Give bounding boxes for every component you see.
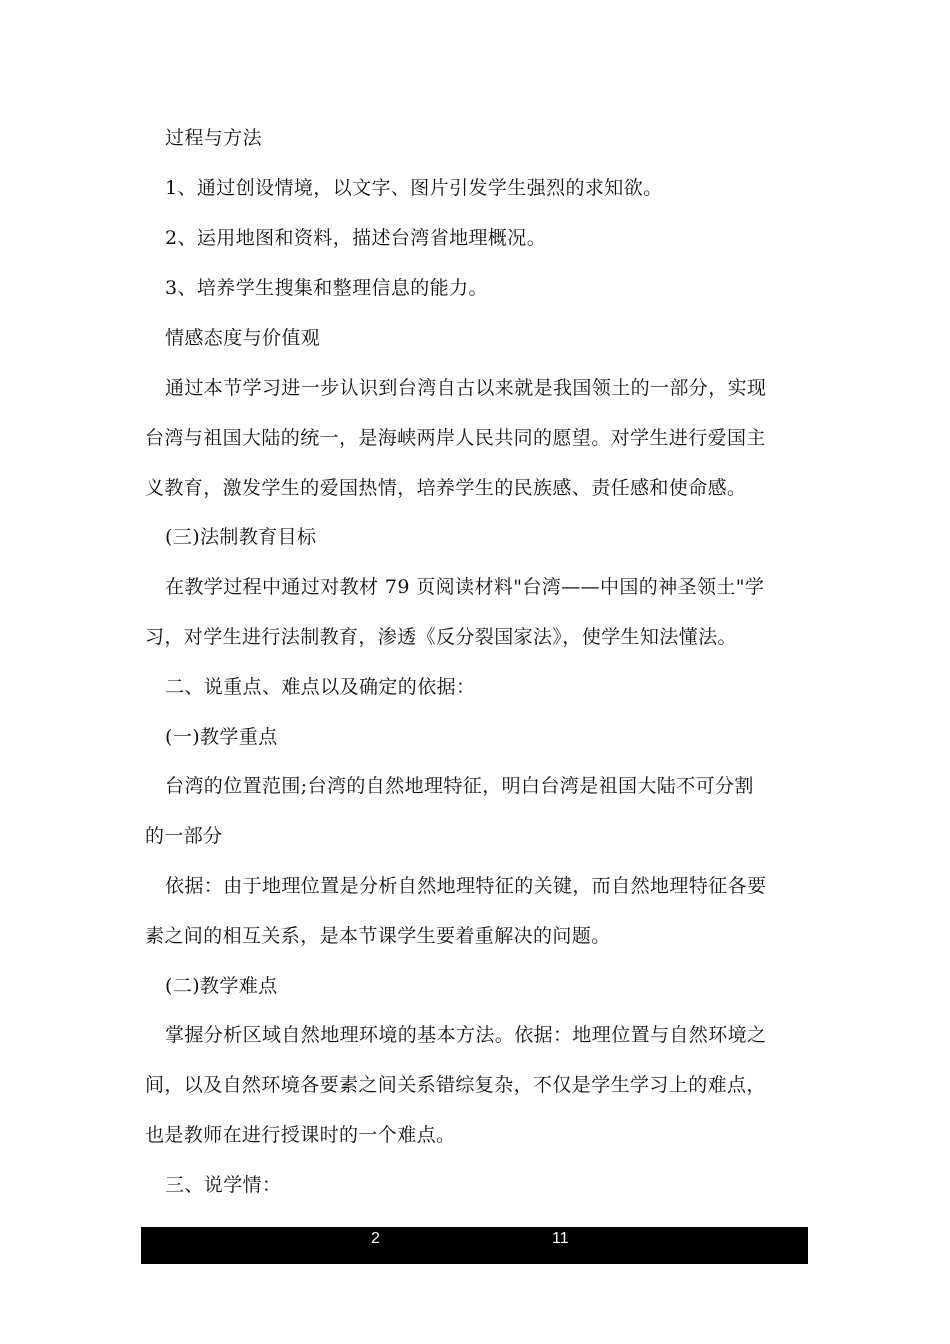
paragraph-line: 依据：由于地理位置是分析自然地理特征的关键，而自然地理特征各要: [165, 875, 767, 897]
paragraph-line: 素之间的相互关系，是本节课学生要着重解决的问题。: [145, 925, 611, 947]
heading-process-methods: 过程与方法: [165, 127, 263, 149]
subheading-teaching-difficulty: (二)教学难点: [165, 975, 278, 997]
paragraph-line: 1、通过创设情境，以文字、图片引发学生强烈的求知欲。: [165, 177, 663, 199]
section-heading-learner-analysis: 三、说学情：: [165, 1174, 282, 1196]
paragraph-line: 掌握分析区域自然地理环境的基本方法。依据：地理位置与自然环境之: [165, 1024, 767, 1046]
paragraph-line: 台湾的位置范围;台湾的自然地理特征，明白台湾是祖国大陆不可分割: [165, 775, 754, 797]
footer-bar: [141, 1227, 808, 1264]
paragraph-line: 2、运用地图和资料，描述台湾省地理概况。: [165, 227, 547, 249]
paragraph-line: 在教学过程中通过对教材 79 页阅读材料"台湾——中国的神圣领土"学: [165, 576, 765, 598]
paragraph-line: 也是教师在进行授课时的一个难点。: [145, 1124, 456, 1146]
heading-legal-education: (三)法制教育目标: [165, 526, 317, 548]
paragraph-line: 习，对学生进行法制教育，渗透《反分裂国家法》，使学生知法懂法。: [145, 626, 737, 648]
paragraph-line: 义教育，激发学生的爱国热情，培养学生的民族感、责任感和使命感。: [145, 477, 747, 499]
page-number-current: 2: [371, 1230, 380, 1247]
paragraph-line: 通过本节学习进一步认识到台湾自古以来就是我国领土的一部分，实现: [165, 377, 767, 399]
heading-emotion-values: 情感态度与价值观: [165, 327, 321, 349]
paragraph-line: 间，以及自然环境各要素之间关系错综复杂，不仅是学生学习上的难点，: [145, 1074, 766, 1096]
page-number-total: 11: [552, 1230, 569, 1247]
paragraph-line: 3、培养学生搜集和整理信息的能力。: [165, 277, 488, 299]
subheading-teaching-focus: (一)教学重点: [165, 726, 278, 748]
paragraph-line: 台湾与祖国大陆的统一，是海峡两岸人民共同的愿望。对学生进行爱国主: [145, 427, 766, 449]
paragraph-line: 的一部分: [145, 825, 223, 847]
section-heading-key-points: 二、说重点、难点以及确定的依据：: [165, 676, 476, 698]
